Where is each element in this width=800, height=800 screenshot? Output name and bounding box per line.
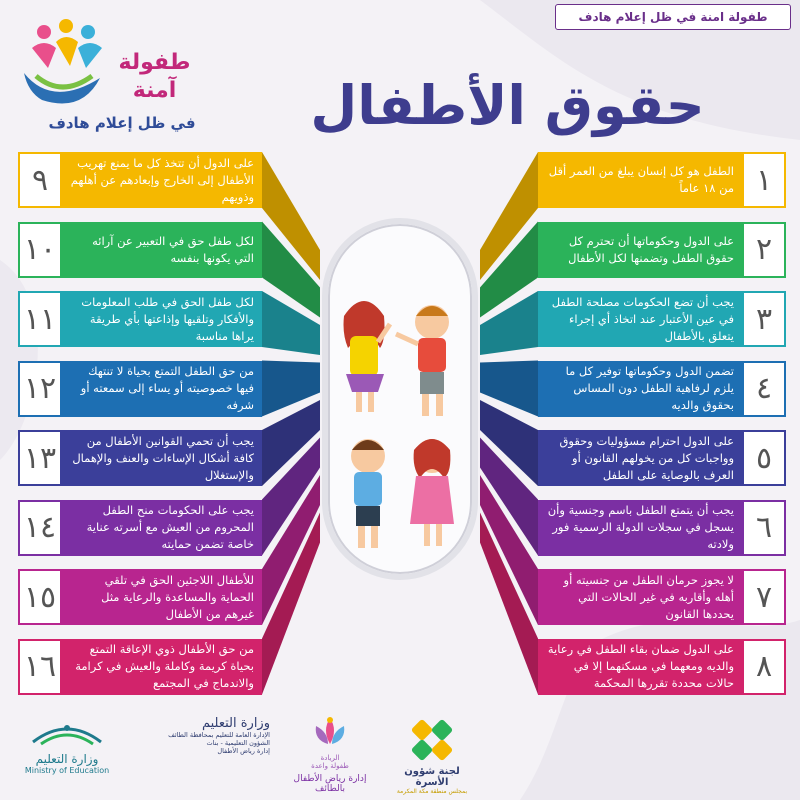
kindergarten-admin-logo — [280, 714, 380, 794]
item-number: ١٠ — [18, 222, 62, 278]
ministry-line-3: إدارة رياض الأطفال — [217, 747, 270, 755]
item-band — [62, 569, 262, 625]
item-band — [62, 222, 262, 278]
logo-line-2: آمنة — [132, 78, 177, 103]
item-number: ٤ — [742, 361, 786, 417]
logo-line-3: في ظل إعلام هادف — [48, 114, 196, 132]
ministry-line-1: الإدارة العامة للتعليم بمحافظة الطائف — [168, 731, 270, 739]
children-illustration — [328, 224, 472, 574]
item-number: ١٢ — [18, 361, 62, 417]
boy-red-icon — [396, 305, 449, 416]
item-text: لكل طفل الحق في طلب المعلومات والأفكار وتلقيها وإذاعتها بأي طريقة يراها مناسبة — [81, 294, 254, 343]
moe-name-ar: وزارة التعليم — [35, 752, 99, 766]
moe-name-en: Ministry of Education — [24, 766, 110, 775]
girl-purple-icon — [344, 301, 391, 412]
footer-logos — [0, 712, 800, 800]
item-number: ١٤ — [18, 500, 62, 556]
left-item-16 — [0, 639, 800, 695]
item-number: ٦ — [742, 500, 786, 556]
item-text: من حق الطفل التمتع بحياة لا تنتهك فيها خصوصيته أو يساء إلى سمعته أو شرفه — [80, 364, 254, 412]
item-text: على الدول أن تتخذ كل ما يمنع تهريب الأطفال إلى الخارج وإبعادهم عن أهلهم وذويهم — [70, 155, 254, 204]
boy-blue-icon — [351, 439, 385, 548]
item-number: ١٦ — [18, 639, 62, 695]
children-logo-icon — [22, 18, 112, 113]
page-title: حقوق الأطفال — [310, 73, 705, 137]
item-band — [62, 291, 262, 347]
item-number: ٥ — [742, 430, 786, 486]
left-item-9 — [0, 152, 800, 208]
item-text: يجب أن يتمتع الطفل باسم وجنسية وأن يسجل في سجلات الدولة الرسمية فور ولادته — [547, 503, 734, 551]
item-text: يجب أن تحمي القوانين الأطفال من كافة أشكال الإساءات والعنف والإهمال والإستغلال — [72, 433, 254, 482]
item-text: الطفل هو كل إنسان يبلغ من العمر أقل من ١٨ عاماً — [548, 164, 734, 195]
item-text: على الدول ضمان بقاء الطفل في رعاية والديه ومعهما في مسكنهما إلا في حالات محددة تقررها المحكمة — [547, 642, 734, 690]
logo-line-1: طفولة — [118, 50, 191, 75]
item-text: من حق الأطفال ذوي الإعاقة التمتع بحياة كريمة وكاملة والعيش في كرامة والاندماج في المجتمع — [75, 642, 254, 690]
moe-logo — [12, 720, 122, 775]
item-number: ٩ — [18, 152, 62, 208]
family-committee-name: لجنة شؤون الأسرة — [404, 766, 460, 788]
item-band — [62, 430, 262, 486]
campaign-logo — [22, 18, 212, 148]
family-committee-icon — [410, 718, 454, 762]
item-band — [62, 639, 262, 695]
item-band — [62, 361, 262, 417]
kindergarten-slogan-2: طفولة واعدة — [311, 762, 349, 770]
item-number: ١٣ — [18, 430, 62, 486]
item-number: ٨ — [742, 639, 786, 695]
item-text: على الدول وحكوماتها أن تحترم كل حقوق الطفل وتضمنها لكل الأطفال — [568, 233, 734, 265]
lotus-icon — [300, 714, 360, 750]
item-number: ١٥ — [18, 569, 62, 625]
family-committee-sub: بمجلس منطقة مكة المكرمة — [396, 788, 468, 795]
item-number: ٢ — [742, 222, 786, 278]
moe-emblem-icon — [27, 720, 107, 748]
taif-education-logo — [130, 716, 270, 755]
item-text: للأطفال اللاجئين الحق في تلقي الحماية والمساعدة والرعاية مثل غيرهم من الأطفال — [101, 572, 254, 621]
item-band — [62, 500, 262, 556]
girl-pink-icon — [410, 439, 454, 546]
item-text: لكل طفل حق في التعبير عن آرائه التي يكونها بنفسه — [92, 233, 254, 265]
children-illustration-pill — [322, 218, 478, 580]
ministry-line-2: الشؤون التعليمية - بنات — [206, 739, 270, 747]
item-text: على الدول احترام مسؤوليات وحقوق وواجبات كل من يخولهم القانون أو العرف بالوصاية على الطفل — [559, 433, 734, 482]
item-number: ١ — [742, 152, 786, 208]
item-text: يجب أن تضع الحكومات مصلحة الطفل في عين الأعتبار عند اتخاذ أي إجراء يتعلق بالأطفال — [551, 294, 734, 343]
item-number: ٧ — [742, 569, 786, 625]
kindergarten-admin-name: إدارة رياض الأطفال بالطائف — [293, 774, 367, 794]
item-text: لا يجوز حرمان الطفل من جنسيته أو أهله وأقاربه في غير الحالات التي يحددها القانون — [563, 572, 734, 621]
ministry-education-title: وزارة التعليم — [201, 716, 270, 731]
item-text: تضمن الدول وحكوماتها توفير كل ما يلزم لرفاهية الطفل دون المساس بحقوق والديه — [565, 364, 734, 412]
item-text: يجب على الحكومات منح الطفل المحروم من العيش مع أسرته عناية خاصة تضمن حمايته — [86, 503, 254, 551]
item-number: ٣ — [742, 291, 786, 347]
item-band — [62, 152, 262, 208]
kindergarten-slogan-1: الريادة — [320, 754, 340, 762]
item-number: ١١ — [18, 291, 62, 347]
family-committee-logo — [392, 718, 472, 795]
campaign-tag: طفولة امنة في ظل إعلام هادف — [555, 4, 791, 30]
